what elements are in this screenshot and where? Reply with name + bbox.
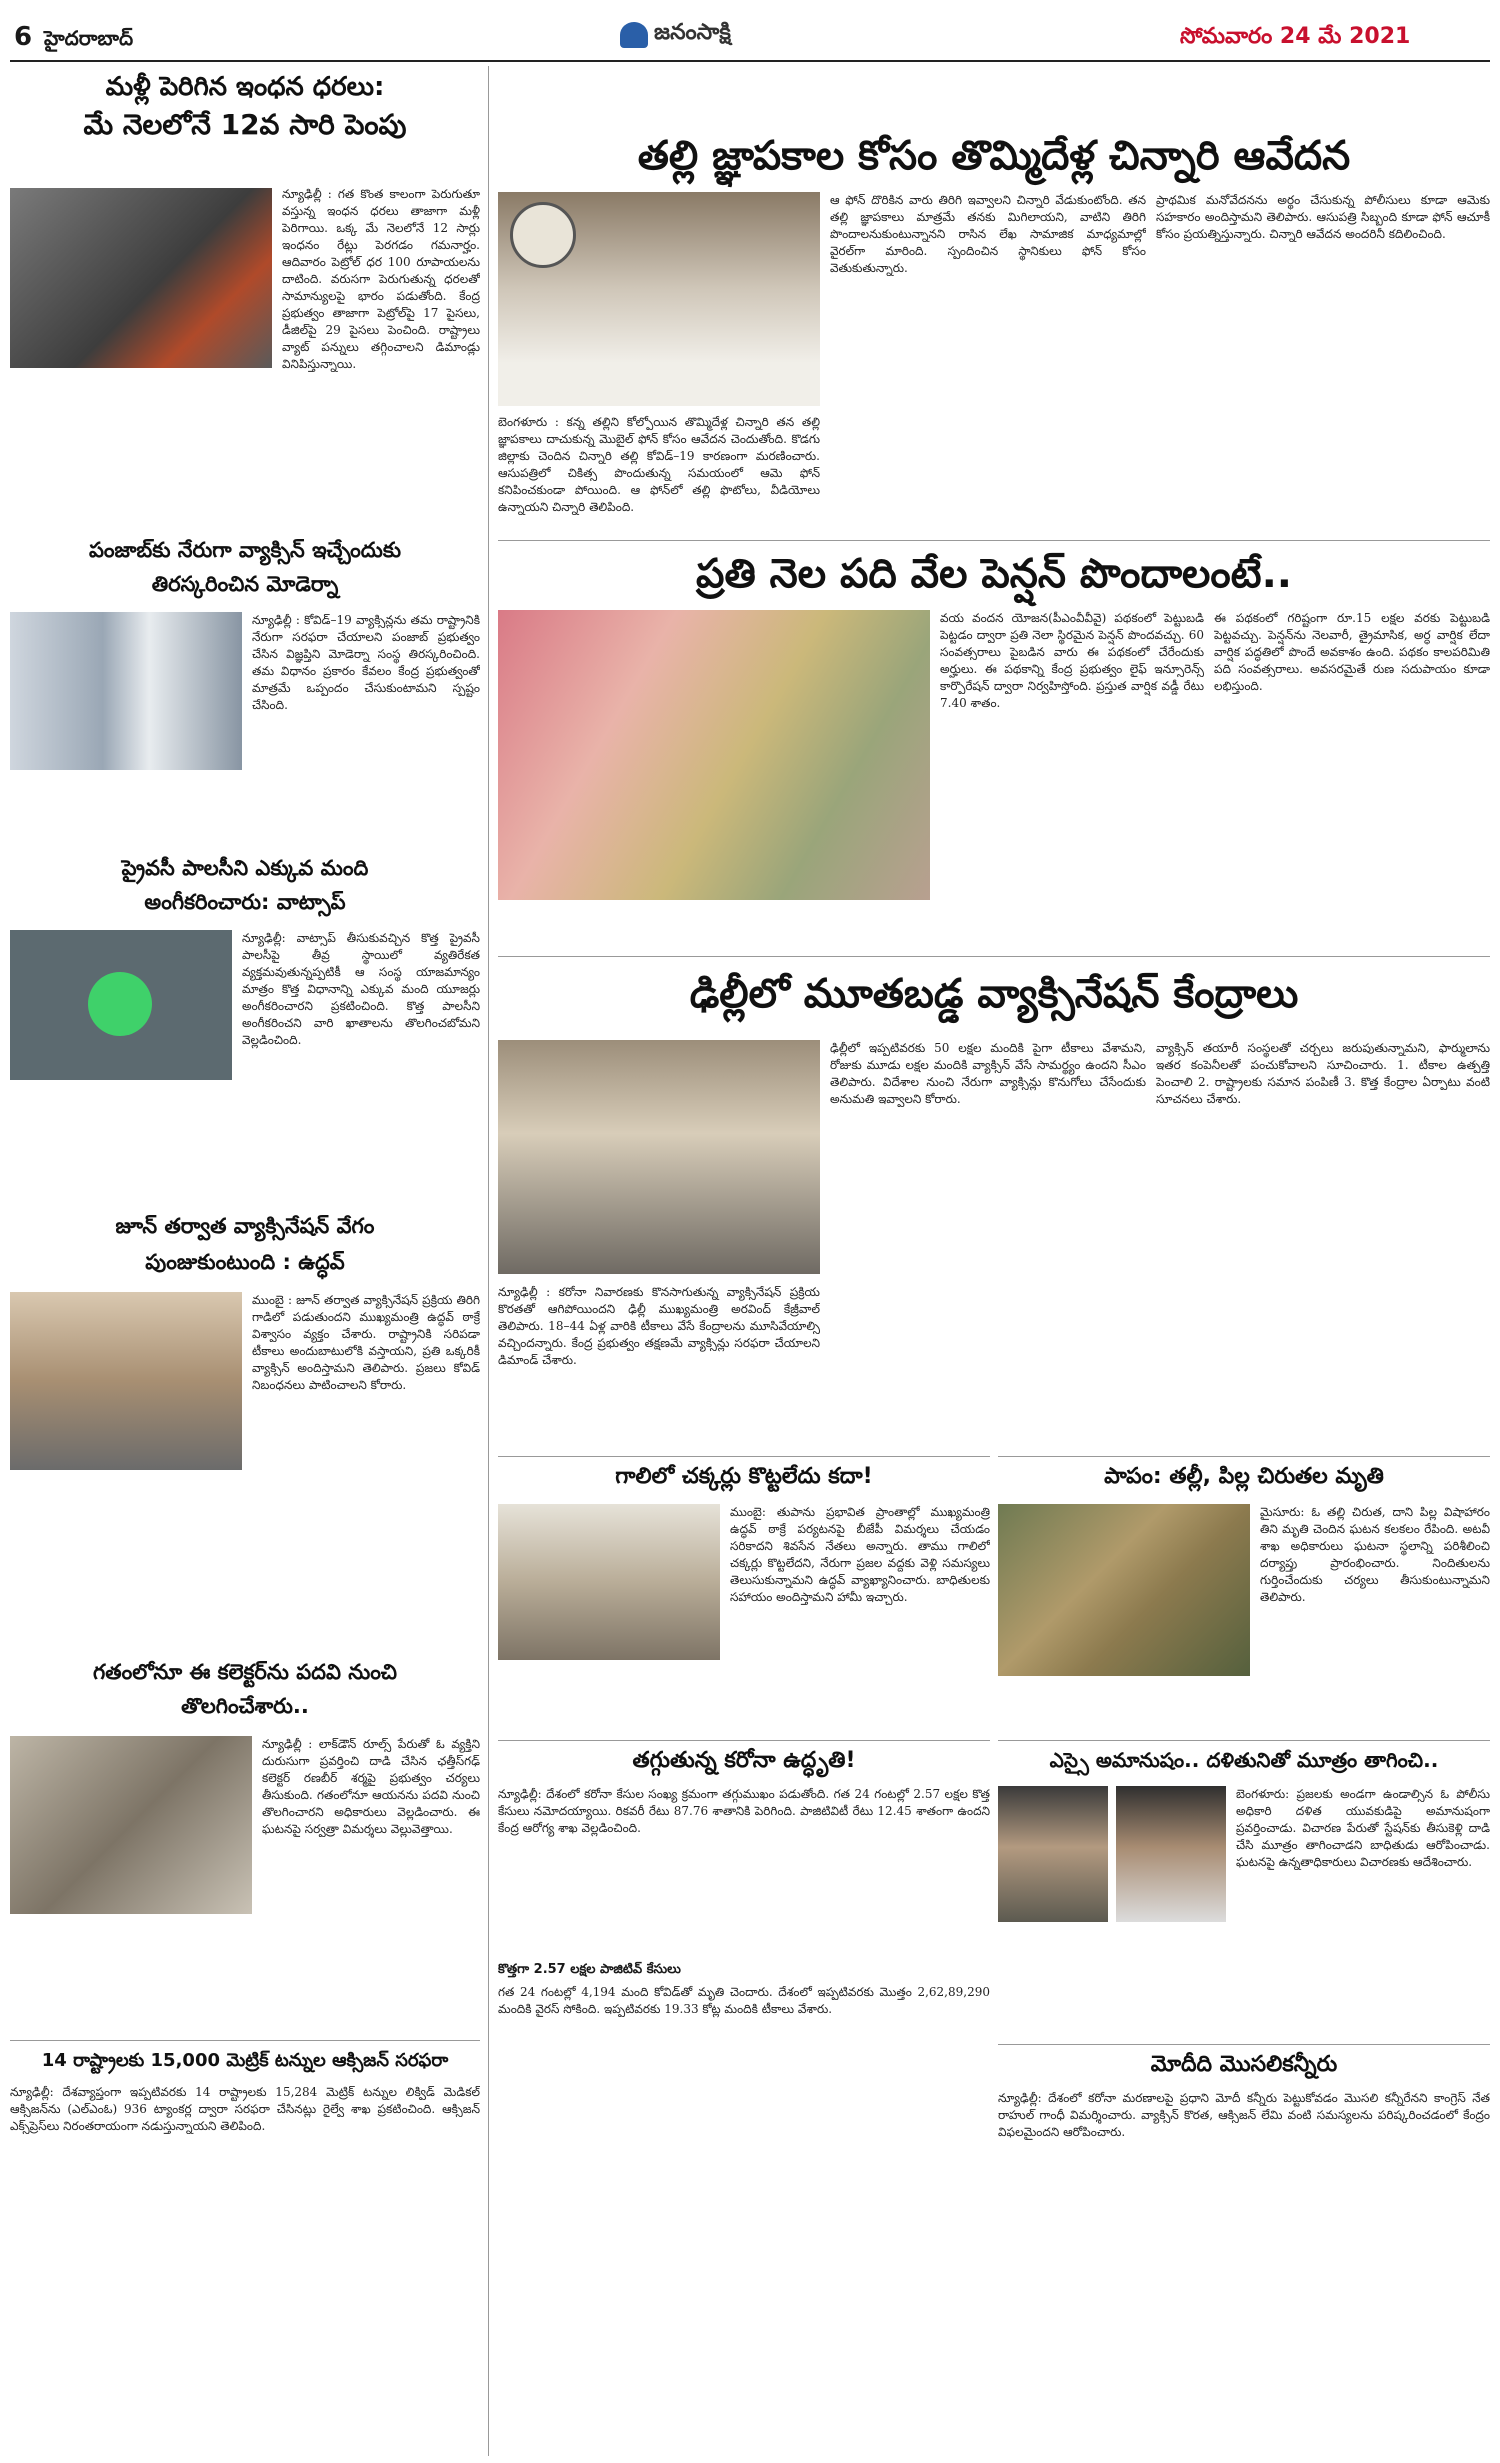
masthead-logo-icon	[620, 22, 648, 48]
oxygen-headline: 14 రాష్ట్రాలకు 15,000 మెట్రిక్ టన్నుల ఆక్సిజన్ సరఫరా	[41, 2050, 449, 2071]
delhi-headline: ఢిల్లీలో మూతబడ్డ వ్యాక్సినేషన్ కేంద్రాలు	[689, 971, 1299, 1017]
oxygen-top-rule	[10, 2040, 480, 2041]
uddhav-namaste-photo	[498, 1504, 720, 1660]
modi-top-rule	[998, 2044, 1490, 2045]
victim-photo	[1116, 1786, 1226, 1922]
delhi-article-col3: వ్యాక్సిన్ తయారీ సంస్థలతో చర్చలు జరుపుతున్నామని, ఫార్ములాను ఇతర కంపెనీలతో పంచుకోవాలని సూచించారు. 1. టీకాల ఉత్పత్తి పెంచాలి 2. రాష్ట్రాలకు సమాన పంపిణీ 3. కొత్త కేంద్రాల ఏర్పాటు వంటి సూచనలు చేశారు.	[1156, 1041, 1490, 1106]
lead-article-col2: ఆ ఫోన్ దొరికిన వారు తిరిగి ఇవ్వాలని చిన్నారి వేడుకుంటోంది. తన తల్లి జ్ఞాపకాలు మాత్రమే తనకు మిగిలాయని, వాటిని తిరిగి పొందాలనుకుంటున్నానని రాసిన లేఖ సామాజిక మాధ్యమాల్లో వైరల్‌గా మారింది. స్పందించిన స్థానికులు ఫోన్ కోసం వెతుకుతున్నారు.	[830, 193, 1146, 275]
corona-article-body: న్యూఢిల్లీ: దేశంలో కరోనా కేసుల సంఖ్య క్రమంగా తగ్గుముఖం పడుతోంది. గత 24 గంటల్లో 2.57 లక్షల కొత్త కేసులు నమోదయ్యాయి. రికవరీ రేటు 87.76 శాతానికి పెరిగింది. పాజిటివిటీ రేటు 12.45 శాతంగా ఉందని కేంద్ర ఆరోగ్య శాఖ వెల్లడించింది.	[498, 1787, 990, 1835]
whatsapp-headline-2: అంగీకరించారు: వాట్సాప్	[144, 890, 346, 914]
oxygen-article-body: న్యూఢిల్లీ: దేశవ్యాప్తంగా ఇప్పటివరకు 14 రాష్ట్రాలకు 15,284 మెట్రిక్ టన్నుల లిక్విడ్ మెడికల్ ఆక్సిజన్‌ను (ఎల్‌ఎంఓ) 936 ట్యాంకర్ల ద్వారా సరఫరా చేసినట్లు రైల్వే శాఖ ప్రకటించింది. ఆక్సిజన్ ఎక్స్‌ప్రెస్‌లు నిరంతరాయంగా నడుస్తున్నాయని తెలిపింది.	[10, 2085, 480, 2133]
page-date: సోమవారం 24 మే 2021	[1180, 24, 1411, 49]
uddhav-flight-article-body: ముంబై: తుపాను ప్రభావిత ప్రాంతాల్లో ముఖ్యమంత్రి ఉద్ధవ్ ఠాక్రే పర్యటనపై బీజేపీ విమర్శలు చేయడం సరికాదని శివసేన నేతలు అన్నారు. తాము గాలిలో చక్కర్లు కొట్టలేదని, నేరుగా ప్రజల వద్దకు వెళ్లి సమస్యలు తెలుసుకున్నామని ఉద్ధవ్ వ్యాఖ్యానించారు. బాధితులకు సహాయం అందిస్తామని హామీ ఇచ్చారు.	[730, 1505, 990, 1604]
collector-article-body: న్యూఢిల్లీ : లాక్‌డౌన్ రూల్స్ పేరుతో ఓ వ్యక్తిని దురుసుగా ప్రవర్తించి దాడి చేసిన ఛత్తీస్‌గఢ్ కలెక్టర్ రణబీర్ శర్మపై ప్రభుత్వం చర్యలు తీసుకుంది. గతంలోనూ ఆయనను పదవి నుంచి తొలగించారని అధికారులు వెల్లడించారు. ఈ ఘటనపై సర్వత్రా విమర్శలు వెల్లువెత్తాయి.	[262, 1737, 480, 1836]
modi-article-body: న్యూఢిల్లీ: దేశంలో కరోనా మరణాలపై ప్రధాని మోదీ కన్నీరు పెట్టుకోవడం మొసలి కన్నీరేనని కాంగ్రెస్ నేత రాహుల్ గాంధీ విమర్శించారు. వ్యాక్సిన్ కొరత, ఆక్సిజన్ లేమి వంటి సమస్యలను పరిష్కరించడంలో కేంద్రం విఫలమైందని ఆరోపించారు.	[998, 2091, 1490, 2139]
uddhav-vaccine-headline-1: జూన్ తర్వాత వ్యాక్సినేషన్ వేగం	[115, 1214, 375, 1238]
page-number: 6	[14, 22, 33, 52]
whatsapp-icon	[88, 972, 152, 1036]
corona-top-rule	[498, 1740, 990, 1741]
lead-article-col3: ప్రాథమిక మనోవేదనను అర్థం చేసుకున్న పోలీసులు కూడా ఆమెకు సహకారం అందిస్తామని తెలిపారు. ఆసుపత్రి సిబ్బంది కూడా ఫోన్ ఆచూకీ కోసం ప్రయత్నిస్తున్నారు. చిన్నారి ఆవేదన అందరినీ కదిలించింది.	[1156, 193, 1490, 241]
si-photo	[998, 1786, 1108, 1922]
whatsapp-article-body: న్యూఢిల్లీ: వాట్సాప్ తీసుకువచ్చిన కొత్త ప్రైవసీ పాలసీపై తీవ్ర స్థాయిలో వ్యతిరేకత వ్యక్తమవుతున్నప్పటికీ ఆ సంస్థ యాజమాన్యం మాత్రం కొత్త విధానాన్ని ఎక్కువ మంది యూజర్లు అంగీకరించారని ప్రకటించింది. కొత్త పాలసీని అంగీకరించని వారి ఖాతాలను తొలగించబోమని వెల్లడించింది.	[242, 931, 480, 1047]
dead-leopards-photo	[998, 1504, 1250, 1676]
leopards-headline: పాపం: తల్లీ, పిల్ల చిరుతల మృతి	[1104, 1464, 1384, 1489]
pension-article-col2: ఈ పథకంలో గరిష్టంగా రూ.15 లక్షల వరకు పెట్టుబడి పెట్టవచ్చు. పెన్షన్‌ను నెలవారీ, త్రైమాసిక, అర్ధ వార్షిక లేదా వార్షిక పద్ధతిలో పొందే అవకాశం ఉంది. పథకం కాలపరిమితి పది సంవత్సరాలు. అవసరమైతే రుణ సదుపాయం కూడా లభిస్తుంది.	[1214, 611, 1490, 693]
fuel-pump-photo	[10, 188, 272, 368]
pension-top-rule	[498, 540, 1490, 541]
delhi-article-col1: న్యూఢిల్లీ : కరోనా నివారణకు కొనసాగుతున్న వ్యాక్సినేషన్ ప్రక్రియ కొరతతో ఆగిపోయిందని ఢిల్లీ ముఖ్యమంత్రి అరవింద్ కేజ్రీవాల్ తెలిపారు. 18–44 ఏళ్ల వారికి టీకాలు వేసే కేంద్రాలను మూసివేయాల్సి వచ్చిందన్నారు. కేంద్ర ప్రభుత్వం తక్షణమే వ్యాక్సిన్లు సరఫరా చేయాలని డిమాండ్ చేశారు.	[498, 1285, 820, 1367]
kejriwal-photo	[498, 1040, 820, 1274]
collector-incident-photo	[10, 1736, 252, 1914]
collector-headline-1: గతంలోనూ ఈ కలెక్టర్‌ను పదవి నుంచి	[93, 1660, 397, 1684]
punjab-headline-2: తిరస్కరించిన మోడెర్నా	[151, 572, 339, 596]
dalit-headline: ఎస్సై అమానుషం.. దళితునితో మూత్రం తాగించి..	[1049, 1748, 1439, 1772]
dalit-top-rule	[998, 1740, 1490, 1741]
page-city: హైదరాబాద్	[44, 26, 134, 50]
collector-headline-2: తొలగించేశారు..	[181, 1694, 309, 1718]
pension-headline: ప్రతి నెల పది వేల పెన్షన్ పొందాలంటే..	[696, 551, 1292, 597]
corona-headline: తగ్గుతున్న కరోనా ఉద్ధృతి!	[632, 1748, 856, 1773]
column-divider	[488, 66, 489, 2456]
leopards-top-rule	[998, 1456, 1490, 1457]
modi-headline: మోదీది మొసలికన్నీరు	[1150, 2052, 1338, 2077]
uddhav-vaccine-headline-2: పుంజుకుంటుంది : ఉద్ధవ్	[145, 1250, 345, 1274]
punjab-article-body: న్యూఢిల్లీ : కోవిడ్–19 వ్యాక్సిన్లను తమ రాష్ట్రానికి నేరుగా సరఫరా చేయాలని పంజాబ్ ప్రభుత్వం చేసిన విజ్ఞప్తిని మోడెర్నా సంస్థ తిరస్కరించింది. తమ విధానం ప్రకారం కేవలం కేంద్ర ప్రభుత్వంతో మాత్రమే ఒప్పందం చేసుకుంటామని స్పష్టం చేసింది.	[252, 613, 480, 712]
whatsapp-logo-photo	[10, 930, 232, 1080]
pension-article-col1: వయ వందన యోజన(పీఎంవీవీవై) పథకంలో పెట్టుబడి పెట్టడం ద్వారా ప్రతి నెలా స్థిరమైన పెన్షన్ పొందవచ్చు. 60 సంవత్సరాలు పైబడిన వారు ఈ పథకంలో చేరేందుకు అర్హులు. ఈ పథకాన్ని కేంద్ర ప్రభుత్వం లైఫ్ ఇన్సూరెన్స్ కార్పొరేషన్ ద్వారా నిర్వహిస్తోంది. ప్రస్తుత వార్షిక వడ్డీ రేటు 7.40 శాతం.	[940, 611, 1204, 710]
corona-subheading: కొత్తగా 2.57 లక్షల పాజిటివ్ కేసులు	[498, 1962, 681, 1977]
fuel-headline-1: మళ్లీ పెరిగిన ఇంధన ధరలు:	[105, 72, 385, 102]
vaccine-vials-photo	[10, 612, 242, 770]
leopards-article-body: మైసూరు: ఓ తల్లి చిరుత, దాని పిల్ల విషాహారం తిని మృతి చెందిన ఘటన కలకలం రేపింది. అటవీ శాఖ అధికారులు ఘటనా స్థలాన్ని పరిశీలించి దర్యాప్తు ప్రారంభించారు. నిందితులను గుర్తించేందుకు చర్యలు తీసుకుంటున్నామని తెలిపారు.	[1260, 1505, 1490, 1604]
lead-article-col1: బెంగళూరు : కన్న తల్లిని కోల్పోయిన తొమ్మిదేళ్ల చిన్నారి తన తల్లి జ్ఞాపకాలు దాచుకున్న మొబైల్ ఫోన్ కోసం ఆవేదన చెందుతోంది. కొడగు జిల్లాకు చెందిన చిన్నారి తల్లి కోవిడ్–19 కారణంగా మరణించారు. ఆసుపత్రిలో చికిత్స పొందుతున్న సమయంలో ఆమె ఫోన్ కనిపించకుండా పోయింది. ఆ ఫోన్‌లో తల్లి ఫొటోలు, వీడియోలు ఉన్నాయని చిన్నారి తెలిపింది.	[498, 415, 820, 514]
currency-notes-photo	[498, 610, 930, 900]
uddhav-flight-top-rule	[498, 1456, 990, 1457]
uddhav-flight-headline: గాలిలో చక్కర్లు కొట్టలేదు కదా!	[615, 1464, 873, 1489]
masthead	[620, 20, 731, 50]
delhi-article-col2: ఢిల్లీలో ఇప్పటివరకు 50 లక్షల మందికి పైగా టీకాలు వేశామని, రోజుకు మూడు లక్షల మందికి వ్యాక్సిన్ వేసే సామర్థ్యం ఉందని సీఎం తెలిపారు. విదేశాల నుంచి నేరుగా వ్యాక్సిన్లు కొనుగోలు చేసేందుకు అనుమతి ఇవ్వాలని కోరారు.	[830, 1041, 1146, 1106]
delhi-top-rule	[498, 956, 1490, 957]
dalit-article-body: బెంగళూరు: ప్రజలకు అండగా ఉండాల్సిన ఓ పోలీసు అధికారి దళిత యువకుడిపై అమానుషంగా ప్రవర్తించాడు. విచారణ పేరుతో స్టేషన్‌కు తీసుకెళ్లి దాడి చేసి మూత్రం తాగించాడని బాధితుడు ఆరోపించాడు. ఘటనపై ఉన్నతాధికారులు విచారణకు ఆదేశించారు.	[1236, 1787, 1490, 1869]
punjab-headline-1: పంజాబ్‌కు నేరుగా వ్యాక్సిన్ ఇచ్చేందుకు	[88, 538, 402, 562]
whatsapp-headline-1: ప్రైవసీ పాలసీని ఎక్కువ మంది	[121, 856, 369, 880]
child-letter-photo	[498, 192, 820, 406]
lead-headline: తల్లి జ్ఞాపకాల కోసం తొమ్మిదేళ్ల చిన్నారి ఆవేదన	[637, 133, 1351, 179]
fuel-headline-2: మే నెలలోనే 12వ సారి పెంపు	[83, 108, 407, 141]
masthead-title: జనంసాక్షి	[654, 20, 731, 45]
header-rule	[10, 60, 1490, 62]
police-emblem-icon	[510, 202, 576, 268]
uddhav-thackeray-photo	[10, 1292, 242, 1470]
corona-article-body-2: గత 24 గంటల్లో 4,194 మంది కోవిడ్‌తో మృతి చెందారు. దేశంలో ఇప్పటివరకు మొత్తం 2,62,89,290 మందికి వైరస్ సోకింది. ఇప్పటివరకు 19.33 కోట్ల మందికి టీకాలు వేశారు.	[498, 1985, 990, 2016]
fuel-article-body: న్యూఢిల్లీ : గత కొంత కాలంగా పెరుగుతూ వస్తున్న ఇంధన ధరలు తాజాగా మళ్లీ పెరిగాయి. ఒక్క మే నెలలోనే 12 సార్లు ఇంధనం రేట్లు పెరగడం గమనార్హం. ఆదివారం పెట్రోల్ ధర 100 రూపాయలను దాటింది. వరుసగా పెరుగుతున్న ధరలతో సామాన్యులపై భారం పడుతోంది. కేంద్ర ప్రభుత్వం తాజాగా పెట్రోల్‌పై 17 పైసలు, డీజిల్‌పై 29 పైసలు పెంచింది. రాష్ట్రాలు వ్యాట్ పన్నులు తగ్గించాలని డిమాండ్లు వినిపిస్తున్నాయి.	[282, 187, 480, 371]
uddhav-vaccine-article-body: ముంబై : జూన్ తర్వాత వ్యాక్సినేషన్ ప్రక్రియ తిరిగి గాడిలో పడుతుందని ముఖ్యమంత్రి ఉద్ధవ్ ఠాక్రే విశ్వాసం వ్యక్తం చేశారు. రాష్ట్రానికి సరిపడా టీకాలు అందుబాటులోకి వస్తాయని, ప్రతి ఒక్కరికీ వ్యాక్సిన్ అందిస్తామని తెలిపారు. ప్రజలు కోవిడ్ నిబంధనలు పాటించాలని కోరారు.	[252, 1293, 480, 1392]
